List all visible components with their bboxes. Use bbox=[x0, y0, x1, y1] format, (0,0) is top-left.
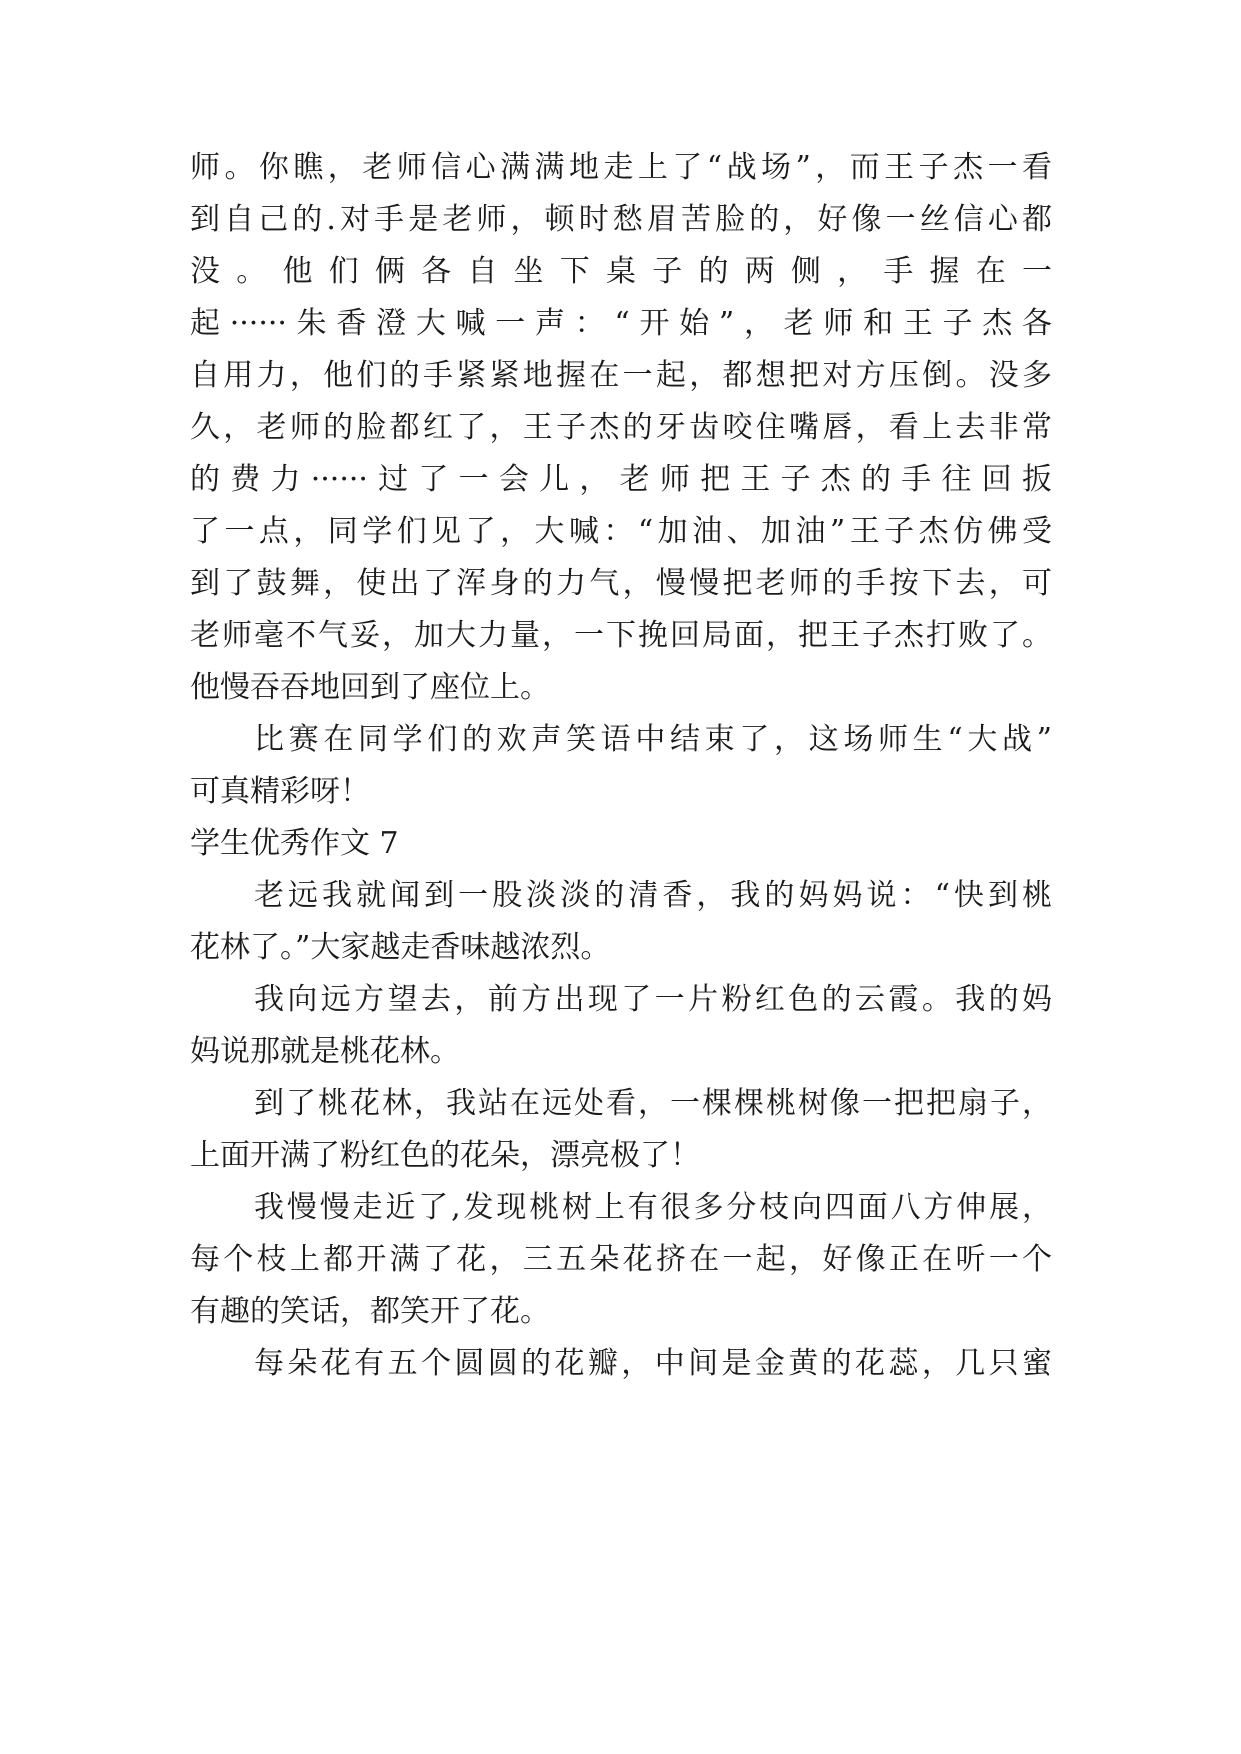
text-line: 到自己的.对手是老师，顿时愁眉苦脸的，好像一丝信心都 bbox=[190, 202, 1052, 237]
text-line: 没。他们俩各自坐下桌子的两侧，手握在一 bbox=[190, 254, 1052, 289]
text-line: 老师毫不气妥，加大力量，一下挽回局面，把王子杰打败了。 bbox=[190, 618, 1052, 653]
text-line: 有趣的笑话，都笑开了花。 bbox=[190, 1294, 550, 1329]
section-title: 学生优秀作文 7 bbox=[190, 826, 399, 861]
paragraph-first-line: 到了桃花林，我站在远处看，一棵棵桃树像一把把扇子， bbox=[254, 1086, 1052, 1121]
paragraph-first-line: 老远我就闻到一股淡淡的清香，我的妈妈说：“快到桃 bbox=[254, 878, 1052, 913]
text-line: 可真精彩呀！ bbox=[190, 774, 370, 809]
text-line: 妈说那就是桃花林。 bbox=[190, 1034, 460, 1069]
text-line: 每个枝上都开满了花，三五朵花挤在一起，好像正在听一个 bbox=[190, 1242, 1052, 1277]
paragraph-first-line: 我向远方望去，前方出现了一片粉红色的云霞。我的妈 bbox=[254, 982, 1052, 1017]
text-line: 起······朱香澄大喊一声：“开始”，老师和王子杰各 bbox=[190, 306, 1052, 341]
text-line: 他慢吞吞地回到了座位上。 bbox=[190, 670, 550, 705]
paragraph-first-line: 比赛在同学们的欢声笑语中结束了，这场师生“大战” bbox=[254, 722, 1052, 757]
text-line: 的费力······过了一会儿，老师把王子杰的手往回扳 bbox=[190, 462, 1052, 497]
text-line: 了一点，同学们见了，大喊：“加油、加油”王子杰仿佛受 bbox=[190, 514, 1052, 549]
text-line: 自用力，他们的手紧紧地握在一起，都想把对方压倒。没多 bbox=[190, 358, 1052, 393]
text-line: 久，老师的脸都红了，王子杰的牙齿咬住嘴唇，看上去非常 bbox=[190, 410, 1052, 445]
paragraph-first-line: 我慢慢走近了,发现桃树上有很多分枝向四面八方伸展， bbox=[254, 1190, 1052, 1225]
text-line: 师。你瞧，老师信心满满地走上了“战场”，而王子杰一看 bbox=[190, 150, 1052, 185]
text-line: 花林了。”大家越走香味越浓烈。 bbox=[190, 930, 611, 965]
text-line: 到了鼓舞，使出了浑身的力气，慢慢把老师的手按下去，可 bbox=[190, 566, 1052, 601]
text-line: 上面开满了粉红色的花朵，漂亮极了！ bbox=[190, 1138, 700, 1173]
paragraph-first-line: 每朵花有五个圆圆的花瓣，中间是金黄的花蕊，几只蜜 bbox=[254, 1346, 1052, 1381]
